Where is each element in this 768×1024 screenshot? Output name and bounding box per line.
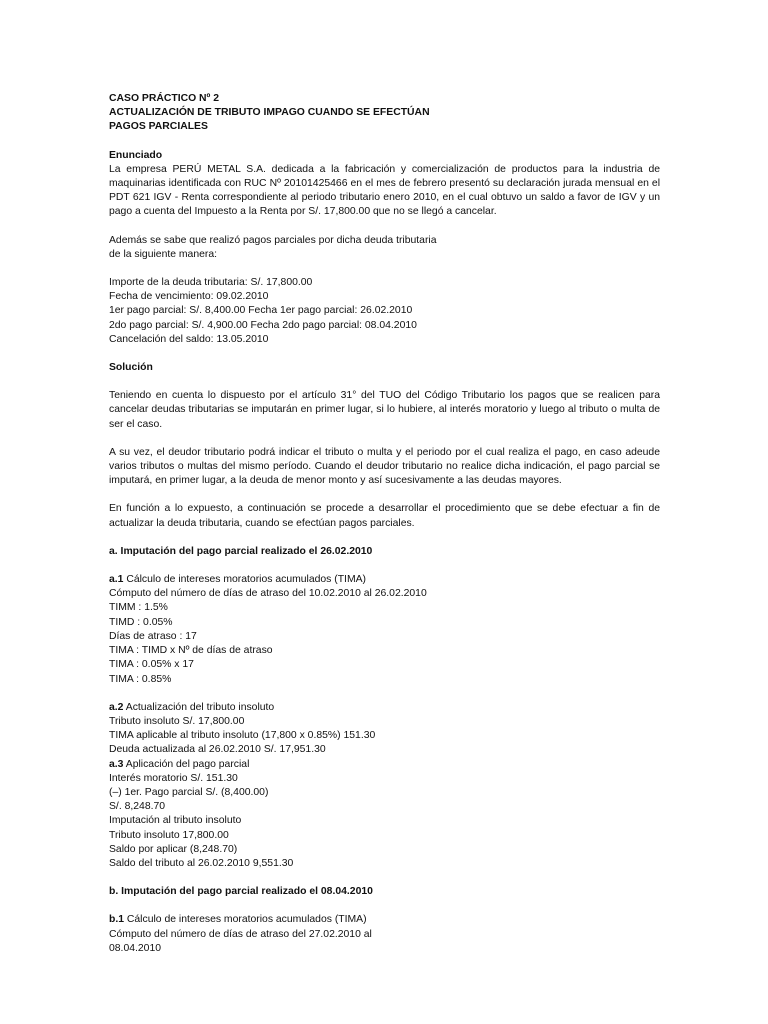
a3-title <box>109 758 660 772</box>
b1-title-text: Cálculo de intereses moratorios acumulados (TIMA) <box>124 914 367 926</box>
a2-line: Tributo insoluto S/. 17,800.00 <box>109 715 245 727</box>
a3-line: Saldo del tributo al 26.02.2010 9,551.30 <box>109 857 294 869</box>
a3-line: Tributo insoluto 17,800.00 <box>109 829 229 841</box>
enunciado-extra-line-1: Además se sabe que realizó pagos parciales por dicha deuda tributaria <box>109 234 437 246</box>
a2-line: TIMA aplicable al tributo insoluto (17,800 x 0.85%) 151.30 <box>109 730 376 742</box>
solucion-paragraph-1: Teniendo en cuenta lo dispuesto por el artículo 31° del TUO del Código Tributario los pagos que se realicen para cancelar deudas tributarias se imputarán en primer lugar, si lo hubiere, al interés moratorio y luego al tributo o multa de ser el caso. <box>109 390 660 430</box>
a1-line: Días de atraso : 17 <box>109 630 197 642</box>
section-a-heading: a. Imputación del pago parcial realizado el 26.02.2010 <box>109 545 373 557</box>
a1-title <box>109 573 660 587</box>
data-line: Cancelación del saldo: 13.05.2010 <box>109 333 269 345</box>
b1-title <box>109 913 660 927</box>
title-line-3: PAGOS PARCIALES <box>109 121 208 133</box>
b1-label: b.1 <box>109 914 125 926</box>
solucion-paragraph-3: En función a lo expuesto, a continuación se procede a desarrollar el procedimiento que se debe efectuar a fin de actualizar la deuda tributaria, cuando se efectúan pagos parciales. <box>109 503 660 529</box>
b1-line: Cómputo del número de días de atraso del 27.02.2010 al <box>109 928 372 940</box>
title-line-2: ACTUALIZACIÓN DE TRIBUTO IMPAGO CUANDO SE EFECTÚAN <box>109 107 430 119</box>
data-line: 1er pago parcial: S/. 8,400.00 Fecha 1er pago parcial: 26.02.2010 <box>109 305 413 317</box>
a1-line: TIMD : 0.05% <box>109 616 173 628</box>
document-content <box>109 92 660 956</box>
a1-title-text: Cálculo de intereses moratorios acumulados (TIMA) <box>123 574 366 586</box>
a1-label: a.1 <box>109 574 124 586</box>
a2-title <box>109 701 660 715</box>
enunciado-paragraph: La empresa PERÚ METAL S.A. dedicada a la fabricación y comercialización de productos para la industria de maquinarias identificada con RUC Nº 20101425466 en el mes de febrero presentó su declaración jurada mensual en el PDT 621 IGV - Renta correspondiente al periodo tributario enero 2010, en el cual obtuvo un saldo a favor de IGV y un pago a cuenta del Impuesto a la Renta por S/. 17,800.00 que no se llegó a cancelar. <box>109 163 660 218</box>
solucion-heading: Solución <box>109 362 153 374</box>
a3-label: a.3 <box>109 758 124 770</box>
a3-line: Imputación al tributo insoluto <box>109 815 242 827</box>
data-line: Fecha de vencimiento: 09.02.2010 <box>109 291 269 303</box>
solucion-paragraph-2: A su vez, el deudor tributario podrá indicar el tributo o multa y el periodo por el cual realiza el pago, en caso adeude varios tributos o multas del mismo período. Cuando el deudor tributario no realice dicha indicación, el pago parcial se imputará, en primer lugar, a la deuda de menor monto y así sucesivamente a las deudas mayores. <box>109 446 660 487</box>
a3-line: (–) 1er. Pago parcial S/. (8,400.00) <box>109 786 269 798</box>
a2-line: Deuda actualizada al 26.02.2010 S/. 17,951.30 <box>109 744 326 756</box>
enunciado-extra-line-2: de la siguiente manera: <box>109 248 218 260</box>
section-b-heading: b. Imputación del pago parcial realizado el 08.04.2010 <box>109 886 373 898</box>
title-line-1: CASO PRÁCTICO Nº 2 <box>109 93 220 104</box>
a2-title-text: Actualización del tributo insoluto <box>123 701 275 713</box>
a1-line: TIMA : TIMD x Nº de días de atraso <box>109 645 273 657</box>
a3-line: Interés moratorio S/. 151.30 <box>109 772 238 784</box>
a1-line: TIMA : 0.85% <box>109 673 172 685</box>
a1-line: TIMA : 0.05% x 17 <box>109 659 194 671</box>
a2-label: a.2 <box>109 701 124 713</box>
a1-line: TIMM : 1.5% <box>109 602 168 614</box>
a1-line: Cómputo del número de días de atraso del 10.02.2010 al 26.02.2010 <box>109 588 427 600</box>
data-line: Importe de la deuda tributaria: S/. 17,800.00 <box>109 277 313 289</box>
b1-line: 08.04.2010 <box>109 942 162 954</box>
a3-line: S/. 8,248.70 <box>109 801 166 813</box>
enunciado-heading: Enunciado <box>109 149 163 161</box>
a3-line: Saldo por aplicar (8,248.70) <box>109 843 238 855</box>
data-line: 2do pago parcial: S/. 4,900.00 Fecha 2do pago parcial: 08.04.2010 <box>109 319 417 331</box>
a3-title-text: Aplicación del pago parcial <box>123 758 250 770</box>
